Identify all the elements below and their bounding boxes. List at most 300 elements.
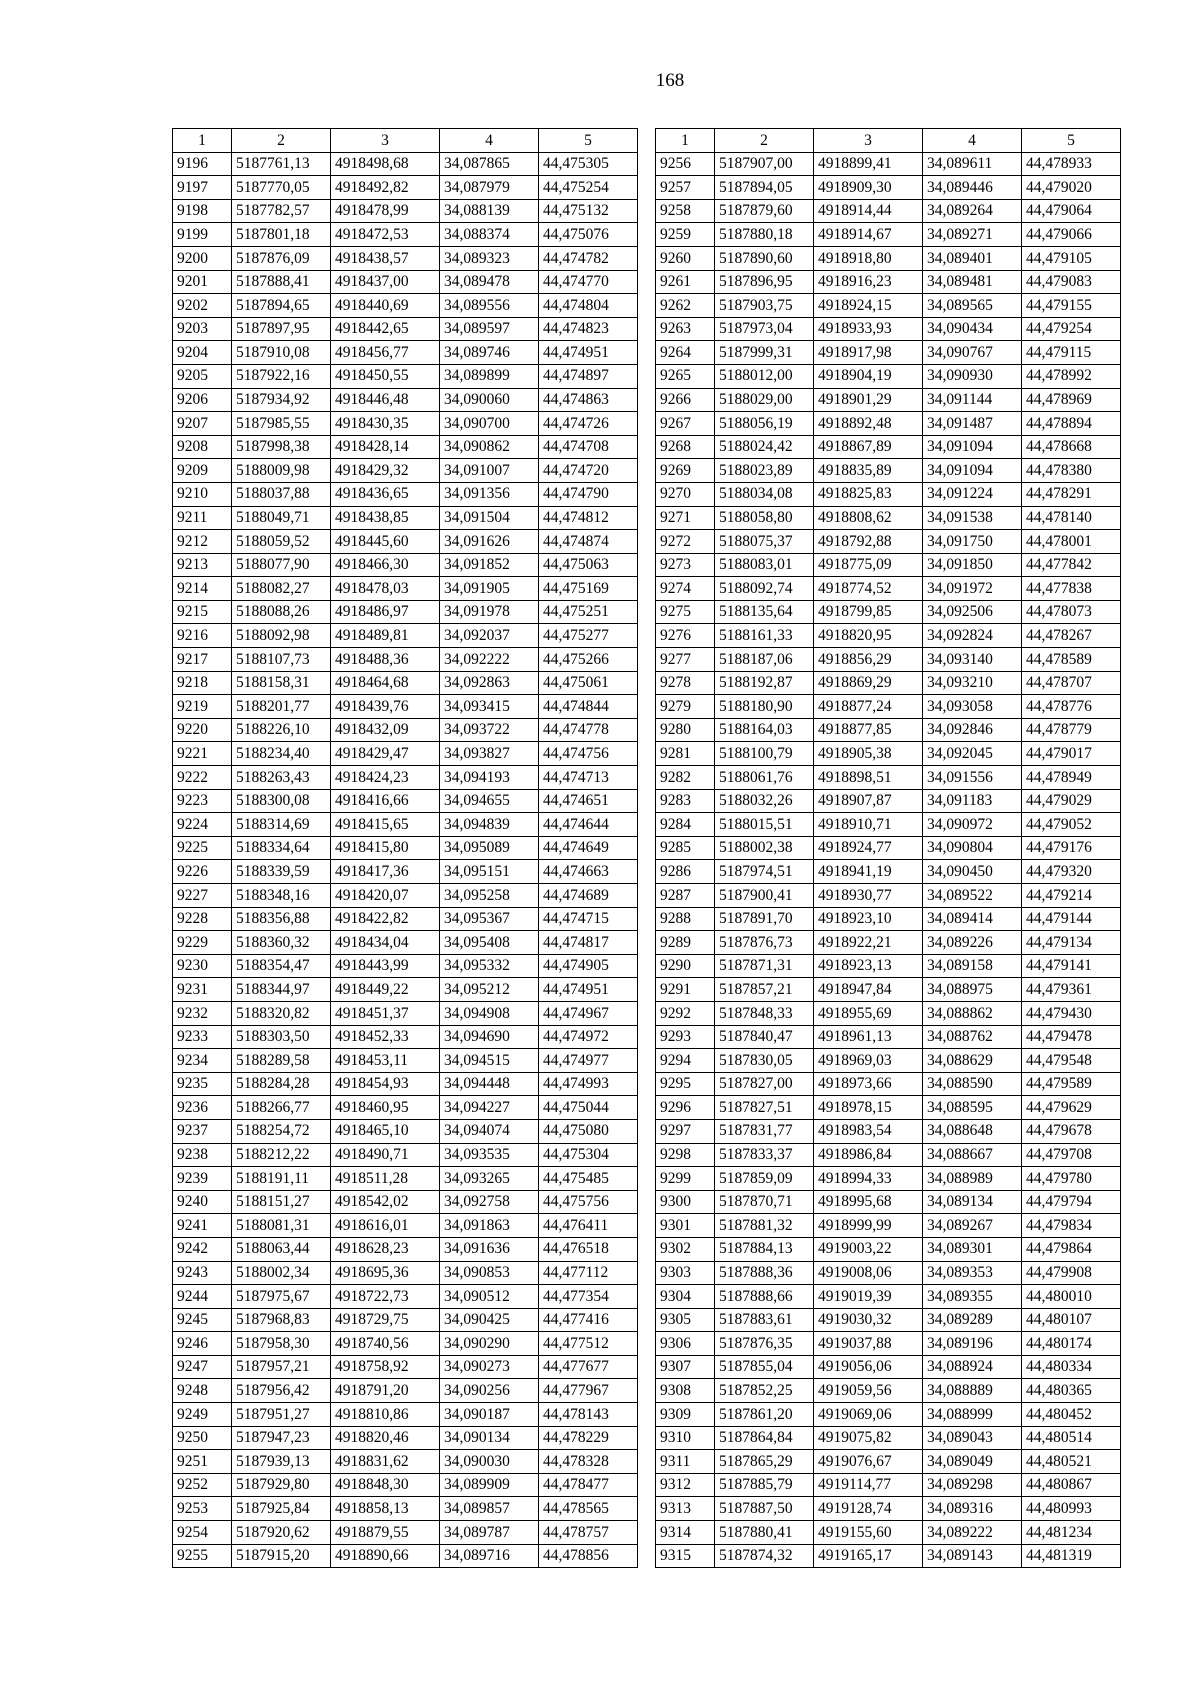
- table-cell: 34,094074: [440, 1119, 539, 1143]
- table-cell: 34,090060: [440, 388, 539, 412]
- table-row: [173, 1450, 638, 1474]
- table-cell: 34,094193: [440, 766, 539, 790]
- table-row: [656, 246, 1121, 270]
- table-cell: 44,480867: [1022, 1473, 1121, 1497]
- table-row: [656, 364, 1121, 388]
- table-cell: 44,480174: [1022, 1332, 1121, 1356]
- table-cell: 5187894,05: [715, 176, 814, 200]
- table-cell: 34,091356: [440, 482, 539, 506]
- table-cell: 9237: [173, 1119, 232, 1143]
- table-cell: 44,478933: [1022, 152, 1121, 176]
- table-row: [173, 199, 638, 223]
- table-row: [656, 1450, 1121, 1474]
- table-cell: 34,089556: [440, 294, 539, 318]
- table-cell: 4918808,62: [814, 506, 923, 530]
- table-cell: 4918799,85: [814, 600, 923, 624]
- table-cell: 44,474649: [539, 836, 638, 860]
- table-cell: 44,480514: [1022, 1426, 1121, 1450]
- table-cell: 4918999,99: [814, 1214, 923, 1238]
- table-cell: 5187887,50: [715, 1497, 814, 1521]
- table-cell: 9199: [173, 223, 232, 247]
- table-cell: 9236: [173, 1096, 232, 1120]
- table-cell: 9262: [656, 294, 715, 318]
- table-cell: 5188059,52: [232, 530, 331, 554]
- table-cell: 44,478073: [1022, 600, 1121, 624]
- table-cell: 5187761,13: [232, 152, 331, 176]
- table-cell: 44,478380: [1022, 459, 1121, 483]
- table-cell: 4919069,06: [814, 1403, 923, 1427]
- table-cell: 9253: [173, 1497, 232, 1521]
- table-row: [173, 412, 638, 436]
- table-cell: 44,478291: [1022, 482, 1121, 506]
- table-cell: 4918454,93: [331, 1072, 440, 1096]
- table-cell: 4918416,66: [331, 789, 440, 813]
- table-cell: 34,089746: [440, 341, 539, 365]
- table-row: [656, 1379, 1121, 1403]
- table-cell: 44,479017: [1022, 742, 1121, 766]
- table-cell: 44,477842: [1022, 553, 1121, 577]
- table-cell: 9233: [173, 1025, 232, 1049]
- table-row: [656, 1497, 1121, 1521]
- table-cell: 5188158,31: [232, 671, 331, 695]
- table-cell: 4918429,47: [331, 742, 440, 766]
- table-cell: 4918436,65: [331, 482, 440, 506]
- table-cell: 44,479254: [1022, 317, 1121, 341]
- table-cell: 4918978,15: [814, 1096, 923, 1120]
- table-cell: 44,479141: [1022, 954, 1121, 978]
- table-cell: 5188002,38: [715, 836, 814, 860]
- table-row: [173, 152, 638, 176]
- table-cell: 34,095151: [440, 860, 539, 884]
- table-cell: 9196: [173, 152, 232, 176]
- table-cell: 44,477416: [539, 1308, 638, 1332]
- table-cell: 4919008,06: [814, 1261, 923, 1285]
- table-cell: 34,090273: [440, 1355, 539, 1379]
- table-cell: 9207: [173, 412, 232, 436]
- table-cell: 44,478969: [1022, 388, 1121, 412]
- table-row: [656, 718, 1121, 742]
- table-cell: 4918442,65: [331, 317, 440, 341]
- table-row: [656, 530, 1121, 554]
- table-cell: 9275: [656, 600, 715, 624]
- table-cell: 9229: [173, 931, 232, 955]
- table-cell: 4918488,36: [331, 648, 440, 672]
- table-cell: 34,089143: [923, 1544, 1022, 1568]
- table-cell: 9231: [173, 978, 232, 1002]
- column-header: 2: [715, 129, 814, 153]
- table-cell: 4918835,89: [814, 459, 923, 483]
- table-cell: 9296: [656, 1096, 715, 1120]
- table-cell: 9255: [173, 1544, 232, 1568]
- table-row: [656, 1261, 1121, 1285]
- table-cell: 34,093827: [440, 742, 539, 766]
- table-cell: 5187910,08: [232, 341, 331, 365]
- table-cell: 44,474951: [539, 341, 638, 365]
- table-cell: 44,474817: [539, 931, 638, 955]
- table-cell: 9238: [173, 1143, 232, 1167]
- table-cell: 34,091905: [440, 577, 539, 601]
- table-cell: 5188151,27: [232, 1190, 331, 1214]
- table-row: [656, 1521, 1121, 1545]
- table-cell: 34,088989: [923, 1167, 1022, 1191]
- table-row: [173, 978, 638, 1002]
- table-cell: 4918489,81: [331, 624, 440, 648]
- table-row: [173, 176, 638, 200]
- table-cell: 5187897,95: [232, 317, 331, 341]
- table-cell: 9294: [656, 1049, 715, 1073]
- table-cell: 9244: [173, 1285, 232, 1309]
- table-cell: 5187999,31: [715, 341, 814, 365]
- table-cell: 5188360,32: [232, 931, 331, 955]
- table-cell: 34,095212: [440, 978, 539, 1002]
- table-cell: 4918892,48: [814, 412, 923, 436]
- table-cell: 44,479589: [1022, 1072, 1121, 1096]
- table-cell: 34,089196: [923, 1332, 1022, 1356]
- table-row: [173, 553, 638, 577]
- table-row: [173, 742, 638, 766]
- table-cell: 4918914,67: [814, 223, 923, 247]
- table-cell: 4918917,98: [814, 341, 923, 365]
- table-cell: 5187770,05: [232, 176, 331, 200]
- table-cell: 44,477354: [539, 1285, 638, 1309]
- table-cell: 5187890,60: [715, 246, 814, 270]
- table-cell: 4918831,62: [331, 1450, 440, 1474]
- table-cell: 5187884,13: [715, 1237, 814, 1261]
- table-cell: 44,475044: [539, 1096, 638, 1120]
- table-row: [656, 152, 1121, 176]
- table-cell: 4918492,82: [331, 176, 440, 200]
- table-cell: 34,095408: [440, 931, 539, 955]
- table-cell: 4918810,86: [331, 1403, 440, 1427]
- table-cell: 34,094515: [440, 1049, 539, 1073]
- table-cell: 5188303,50: [232, 1025, 331, 1049]
- table-cell: 5187925,84: [232, 1497, 331, 1521]
- table-cell: 9301: [656, 1214, 715, 1238]
- table-cell: 9214: [173, 577, 232, 601]
- table-cell: 5188192,87: [715, 671, 814, 695]
- table-cell: 4918452,33: [331, 1025, 440, 1049]
- table-row: [173, 459, 638, 483]
- table-cell: 9286: [656, 860, 715, 884]
- table-cell: 34,092506: [923, 600, 1022, 624]
- table-row: [173, 1379, 638, 1403]
- table-cell: 44,481319: [1022, 1544, 1121, 1568]
- table-cell: 4918922,21: [814, 931, 923, 955]
- table-cell: 9311: [656, 1450, 715, 1474]
- table-cell: 4918428,14: [331, 435, 440, 459]
- table-header-row: [656, 129, 1121, 153]
- table-cell: 34,089043: [923, 1426, 1022, 1450]
- table-cell: 44,475080: [539, 1119, 638, 1143]
- table-cell: 44,474897: [539, 364, 638, 388]
- table-cell: 4919030,32: [814, 1308, 923, 1332]
- column-header: 3: [814, 129, 923, 153]
- table-cell: 9273: [656, 553, 715, 577]
- table-cell: 5188049,71: [232, 506, 331, 530]
- table-row: [173, 718, 638, 742]
- table-cell: 34,089478: [440, 270, 539, 294]
- table-row: [173, 931, 638, 955]
- table-cell: 34,089787: [440, 1521, 539, 1545]
- table-cell: 4918909,30: [814, 176, 923, 200]
- table-cell: 4918916,23: [814, 270, 923, 294]
- table-cell: 5187840,47: [715, 1025, 814, 1049]
- table-cell: 5187985,55: [232, 412, 331, 436]
- table-cell: 9220: [173, 718, 232, 742]
- table-cell: 9314: [656, 1521, 715, 1545]
- coordinates-table-right: [655, 128, 1121, 1568]
- table-cell: 5187934,92: [232, 388, 331, 412]
- table-cell: 5187920,62: [232, 1521, 331, 1545]
- table-row: [173, 1426, 638, 1450]
- table-cell: 5187864,84: [715, 1426, 814, 1450]
- table-cell: 34,089158: [923, 954, 1022, 978]
- table-cell: 5187865,29: [715, 1450, 814, 1474]
- table-cell: 4918924,77: [814, 836, 923, 860]
- table-cell: 44,478477: [539, 1473, 638, 1497]
- table-cell: 44,479064: [1022, 199, 1121, 223]
- table-cell: 34,094448: [440, 1072, 539, 1096]
- table-cell: 9243: [173, 1261, 232, 1285]
- table-cell: 34,088999: [923, 1403, 1022, 1427]
- table-row: [173, 789, 638, 813]
- table-cell: 4918729,75: [331, 1308, 440, 1332]
- table-cell: 34,088590: [923, 1072, 1022, 1096]
- table-cell: 9218: [173, 671, 232, 695]
- table-cell: 9281: [656, 742, 715, 766]
- table-cell: 34,090930: [923, 364, 1022, 388]
- table-cell: 44,474720: [539, 459, 638, 483]
- table-cell: 4918511,28: [331, 1167, 440, 1191]
- table-cell: 4918973,66: [814, 1072, 923, 1096]
- table-cell: 44,474708: [539, 435, 638, 459]
- table-cell: 34,090862: [440, 435, 539, 459]
- table-cell: 9212: [173, 530, 232, 554]
- table-cell: 4918775,09: [814, 553, 923, 577]
- table-cell: 44,479908: [1022, 1261, 1121, 1285]
- table-row: [173, 954, 638, 978]
- table-cell: 5188082,27: [232, 577, 331, 601]
- table-row: [656, 1473, 1121, 1497]
- table-cell: 44,481234: [1022, 1521, 1121, 1545]
- table-cell: 34,090450: [923, 860, 1022, 884]
- table-row: [173, 884, 638, 908]
- table-cell: 5187891,70: [715, 907, 814, 931]
- table-cell: 9290: [656, 954, 715, 978]
- table-row: [656, 1190, 1121, 1214]
- table-cell: 34,088924: [923, 1355, 1022, 1379]
- table-cell: 34,088975: [923, 978, 1022, 1002]
- table-cell: 44,477838: [1022, 577, 1121, 601]
- table-cell: 5188077,90: [232, 553, 331, 577]
- column-header: 2: [232, 129, 331, 153]
- table-cell: 44,474756: [539, 742, 638, 766]
- table-cell: 5188161,33: [715, 624, 814, 648]
- table-cell: 34,089857: [440, 1497, 539, 1521]
- table-cell: 5188334,64: [232, 836, 331, 860]
- table-cell: 44,474644: [539, 813, 638, 837]
- table-cell: 34,091626: [440, 530, 539, 554]
- table-row: [173, 1332, 638, 1356]
- table-row: [656, 1049, 1121, 1073]
- table-cell: 4918478,03: [331, 577, 440, 601]
- table-cell: 34,087979: [440, 176, 539, 200]
- table-cell: 5188348,16: [232, 884, 331, 908]
- table-row: [173, 294, 638, 318]
- table-row: [173, 1025, 638, 1049]
- table-row: [656, 1308, 1121, 1332]
- table-cell: 9259: [656, 223, 715, 247]
- table-cell: 4918740,56: [331, 1332, 440, 1356]
- table-row: [656, 648, 1121, 672]
- table-cell: 44,478001: [1022, 530, 1121, 554]
- table-row: [656, 1332, 1121, 1356]
- table-cell: 34,091007: [440, 459, 539, 483]
- column-header: 3: [331, 129, 440, 153]
- table-cell: 34,091538: [923, 506, 1022, 530]
- table-cell: 9258: [656, 199, 715, 223]
- table-cell: 44,478779: [1022, 718, 1121, 742]
- table-row: [173, 836, 638, 860]
- table-row: [173, 1308, 638, 1332]
- table-cell: 9219: [173, 695, 232, 719]
- table-cell: 5188023,89: [715, 459, 814, 483]
- table-cell: 4918758,92: [331, 1355, 440, 1379]
- table-cell: 44,479155: [1022, 294, 1121, 318]
- table-cell: 34,095332: [440, 954, 539, 978]
- table-cell: 5188088,26: [232, 600, 331, 624]
- column-header: 1: [656, 129, 715, 153]
- table-cell: 34,095258: [440, 884, 539, 908]
- table-cell: 5187859,09: [715, 1167, 814, 1191]
- table-cell: 44,474874: [539, 530, 638, 554]
- table-cell: 34,090512: [440, 1285, 539, 1309]
- table-cell: 34,091978: [440, 600, 539, 624]
- table-cell: 44,474782: [539, 246, 638, 270]
- table-cell: 44,478668: [1022, 435, 1121, 459]
- table-cell: 4919165,17: [814, 1544, 923, 1568]
- table-cell: 9270: [656, 482, 715, 506]
- table-cell: 44,479052: [1022, 813, 1121, 837]
- table-cell: 4918792,88: [814, 530, 923, 554]
- table-row: [173, 1214, 638, 1238]
- table-cell: 5187888,36: [715, 1261, 814, 1285]
- table-cell: 34,089049: [923, 1450, 1022, 1474]
- table-cell: 5188354,47: [232, 954, 331, 978]
- table-row: [656, 1355, 1121, 1379]
- table-cell: 4918465,10: [331, 1119, 440, 1143]
- table-cell: 9283: [656, 789, 715, 813]
- table-cell: 34,092863: [440, 671, 539, 695]
- table-cell: 5187876,35: [715, 1332, 814, 1356]
- table-cell: 34,090187: [440, 1403, 539, 1427]
- table-cell: 5187876,73: [715, 931, 814, 955]
- table-cell: 34,089271: [923, 223, 1022, 247]
- table-cell: 44,474689: [539, 884, 638, 908]
- table-cell: 4918947,84: [814, 978, 923, 1002]
- table-cell: 44,478757: [539, 1521, 638, 1545]
- table-cell: 4918825,83: [814, 482, 923, 506]
- table-cell: 5188037,88: [232, 482, 331, 506]
- table-cell: 34,091972: [923, 577, 1022, 601]
- table-row: [173, 1473, 638, 1497]
- table-row: [656, 1072, 1121, 1096]
- table-cell: 5188289,58: [232, 1049, 331, 1073]
- table-cell: 34,091504: [440, 506, 539, 530]
- table-cell: 34,090434: [923, 317, 1022, 341]
- table-cell: 4918616,01: [331, 1214, 440, 1238]
- table-cell: 34,088139: [440, 199, 539, 223]
- table-cell: 4918930,77: [814, 884, 923, 908]
- table-cell: 9287: [656, 884, 715, 908]
- table-cell: 44,478949: [1022, 766, 1121, 790]
- table-cell: 34,089522: [923, 884, 1022, 908]
- table-cell: 4918901,29: [814, 388, 923, 412]
- table-cell: 5187827,51: [715, 1096, 814, 1120]
- table-cell: 4919019,39: [814, 1285, 923, 1309]
- table-cell: 9239: [173, 1167, 232, 1191]
- table-cell: 4918899,41: [814, 152, 923, 176]
- table-cell: 44,474812: [539, 506, 638, 530]
- table-cell: 34,095367: [440, 907, 539, 931]
- table-cell: 34,089909: [440, 1473, 539, 1497]
- table-cell: 34,093265: [440, 1167, 539, 1191]
- table-cell: 4919075,82: [814, 1426, 923, 1450]
- table-cell: 9205: [173, 364, 232, 388]
- table-cell: 44,479430: [1022, 1001, 1121, 1025]
- table-cell: 9313: [656, 1497, 715, 1521]
- table-cell: 9232: [173, 1001, 232, 1025]
- table-row: [173, 435, 638, 459]
- table-cell: 34,091144: [923, 388, 1022, 412]
- table-row: [173, 1119, 638, 1143]
- table-cell: 44,479214: [1022, 884, 1121, 908]
- table-cell: 5187915,20: [232, 1544, 331, 1568]
- table-cell: 44,474905: [539, 954, 638, 978]
- table-row: [173, 1403, 638, 1427]
- table-cell: 44,479834: [1022, 1214, 1121, 1238]
- table-row: [656, 482, 1121, 506]
- table-cell: 5188032,26: [715, 789, 814, 813]
- table-cell: 4918791,20: [331, 1379, 440, 1403]
- table-cell: 44,478229: [539, 1426, 638, 1450]
- table-cell: 9256: [656, 152, 715, 176]
- table-cell: 44,475076: [539, 223, 638, 247]
- table-cell: 5188320,82: [232, 1001, 331, 1025]
- table-cell: 9202: [173, 294, 232, 318]
- table-cell: 5187974,51: [715, 860, 814, 884]
- table-cell: 9206: [173, 388, 232, 412]
- table-cell: 34,094690: [440, 1025, 539, 1049]
- table-cell: 44,479548: [1022, 1049, 1121, 1073]
- table-cell: 44,479478: [1022, 1025, 1121, 1049]
- table-cell: 4918867,89: [814, 435, 923, 459]
- table-cell: 9266: [656, 388, 715, 412]
- table-cell: 44,480010: [1022, 1285, 1121, 1309]
- table-cell: 4918415,80: [331, 836, 440, 860]
- table-cell: 34,089298: [923, 1473, 1022, 1497]
- table-cell: 4919037,88: [814, 1332, 923, 1356]
- table-cell: 4918437,00: [331, 270, 440, 294]
- table-cell: 34,091863: [440, 1214, 539, 1238]
- table-cell: 4919128,74: [814, 1497, 923, 1521]
- table-cell: 9257: [656, 176, 715, 200]
- table-cell: 9271: [656, 506, 715, 530]
- table-cell: 44,479780: [1022, 1167, 1121, 1191]
- table-cell: 5187861,20: [715, 1403, 814, 1427]
- table-cell: 5187956,42: [232, 1379, 331, 1403]
- table-row: [656, 294, 1121, 318]
